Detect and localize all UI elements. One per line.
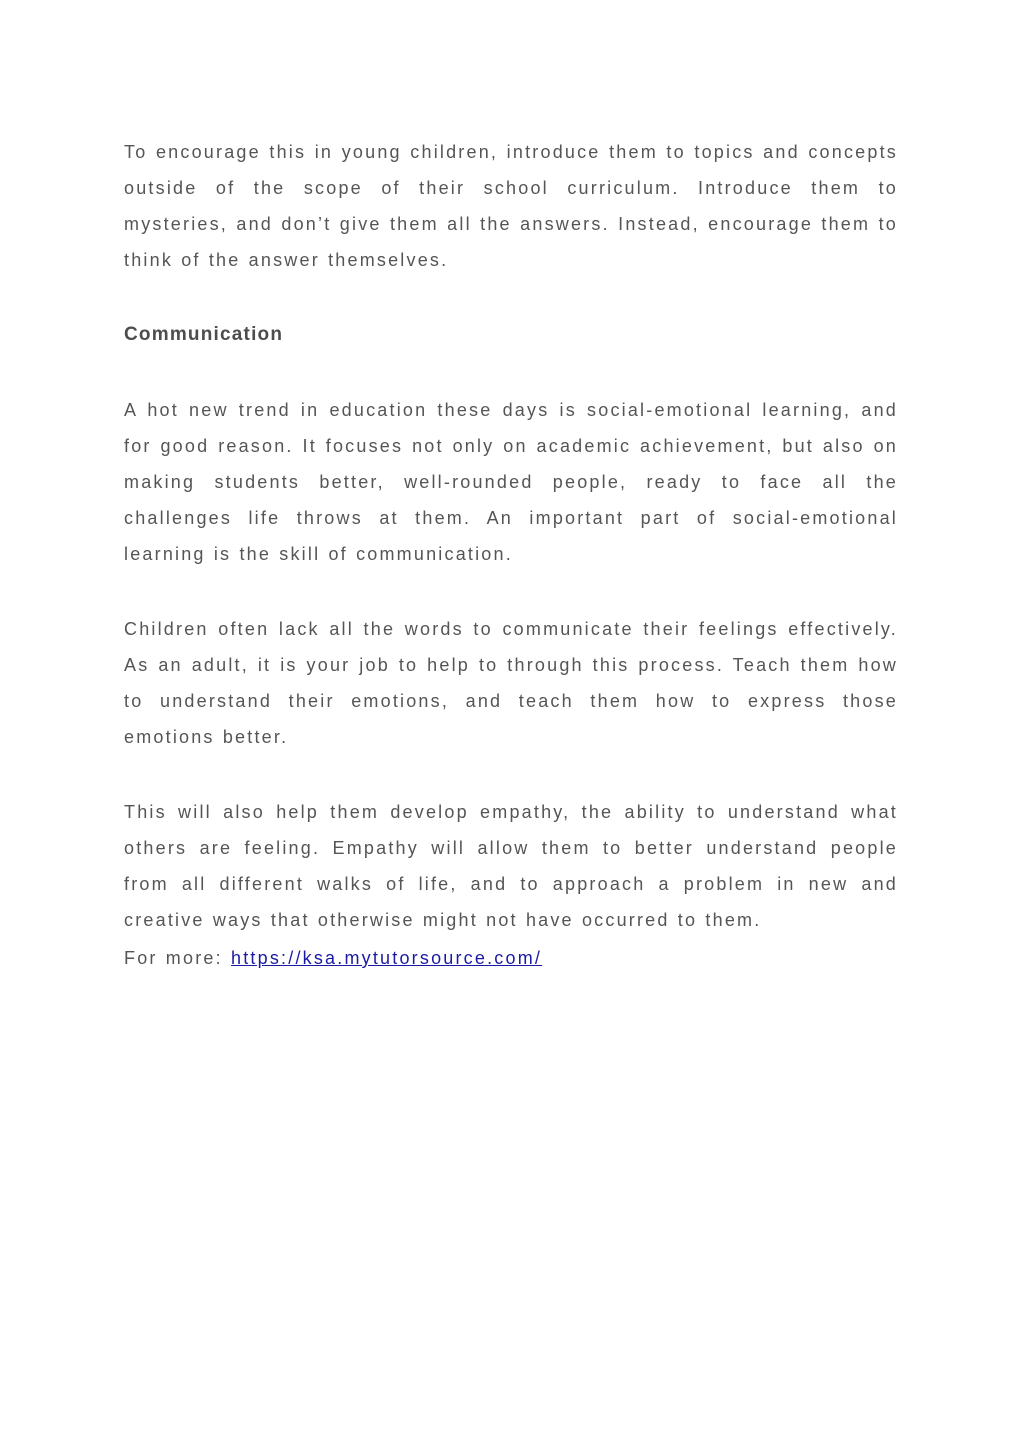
paragraph-spacer <box>124 572 898 611</box>
more-info-link[interactable]: https://ksa.mytutorsource.com/ <box>231 948 543 968</box>
paragraph-social-emotional-learning: A hot new trend in education these days is social-emotional learning, and for good reason. It focuses not only on academic achievement, but also on making students better, well-rounded people, ready to face all the challenges life throws at them. An important part of social-emotional learning is the skill of communication. <box>124 400 898 564</box>
paragraph-spacer <box>124 353 898 392</box>
more-info-label: For more: <box>124 948 232 968</box>
document-page <box>124 134 898 976</box>
paragraph-feelings: Children often lack all the words to communicate their feelings effectively. As an adult, it is your job to help to through this process. Teach them how to understand their emotions, and teach them how to express those emotions better. <box>124 619 898 747</box>
section-heading-communication: Communication <box>124 324 284 345</box>
paragraph-spacer <box>124 755 898 794</box>
paragraph-empathy: This will also help them develop empathy, the ability to understand what others are feeling. Empathy will allow them to better understand people from all different walks of life, and to approach a problem in new and creative ways that otherwise might not have occurred to them. <box>124 802 898 930</box>
paragraph-spacer <box>124 278 898 317</box>
more-info-line <box>124 940 898 976</box>
paragraph-curiosity: To encourage this in young children, introduce them to topics and concepts outside of the scope of their school curriculum. Introduce them to mysteries, and don’t give them all the answers. Instead, encourage them to think of the answer themselves. <box>124 142 898 270</box>
